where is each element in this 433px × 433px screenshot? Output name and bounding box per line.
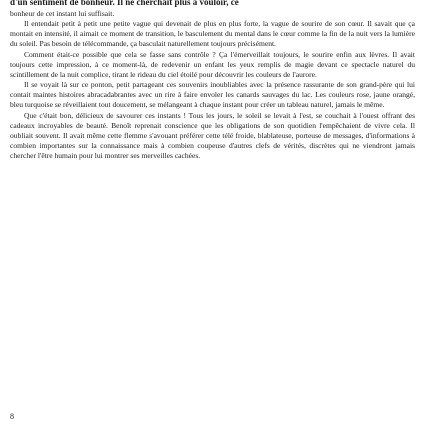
paragraph: Que c'était bon, délicieux de savourer ces instants ! Tous les jours, le soleil se levait à l'est, se couchait à l'ouest offrant des cadeaux incroyables de beauté. Benoît reprenait conscience que les obligations de son quotidien l'empêchaient de vivre cela. Il oubliait souvent. Il avait même cette flemme s'avouant préférer cette télé froide, blablateuse, porteuse de messages, d'informations à combien importantes sur la connaissance mais à combien coupeuse d'autres clefs de vérités, discrètes qui ne viendront jamais chercher l'être humain pour lui montrer ses merveilles cachées.	[10, 110, 415, 161]
body-text	[10, 9, 415, 161]
top-line-text: d'un sentiment de bonheur. Il ne cherchait plus à vouloir, ce	[10, 0, 239, 7]
paragraph: Comment était-ce possible que cela se fasse sans contrôle ? Ça l'émerveillait toujours, le sourire enfin aux lèvres. Il avait toujours cette impression, à ce moment-là, de redevenir un enfant les yeux remplis de magie devant ce spectacle naturel du scintillement de la nuit complice, tirant le rideau du ciel étoilé pour découvrir les couleurs de l'aurore.	[10, 49, 415, 79]
page-number: 8	[10, 412, 14, 421]
paragraph: Il entendait petit à petit une petite vague qui devenait de plus en plus forte, la vague de sourire de son cœur. Il savait que ça montait en intensité, il aimait ce moment de transition, le basculement du mental dans le cœur comme la fin de la nuit vers la lumière du soleil. Pas besoin de télécommande, ça basculait naturellement toujours précisément.	[10, 19, 415, 49]
paragraph-continuation: bonheur de cet instant lui suffisait.	[10, 9, 115, 18]
paragraph: Il se voyait là sur ce ponton, petit partageant ces souvenirs inoubliables avec la présence rassurante de son grand-père qui lui contait maintes histoires abracadabrantes avec un rire à faire envoler les canards sauvages du lac. Les couleurs rose, jaune orangé, bleu turquoise se réveillaient tout doucement, se mélangeant à chaque instant pour créer un tableau naturel, jamais le même.	[10, 80, 415, 110]
